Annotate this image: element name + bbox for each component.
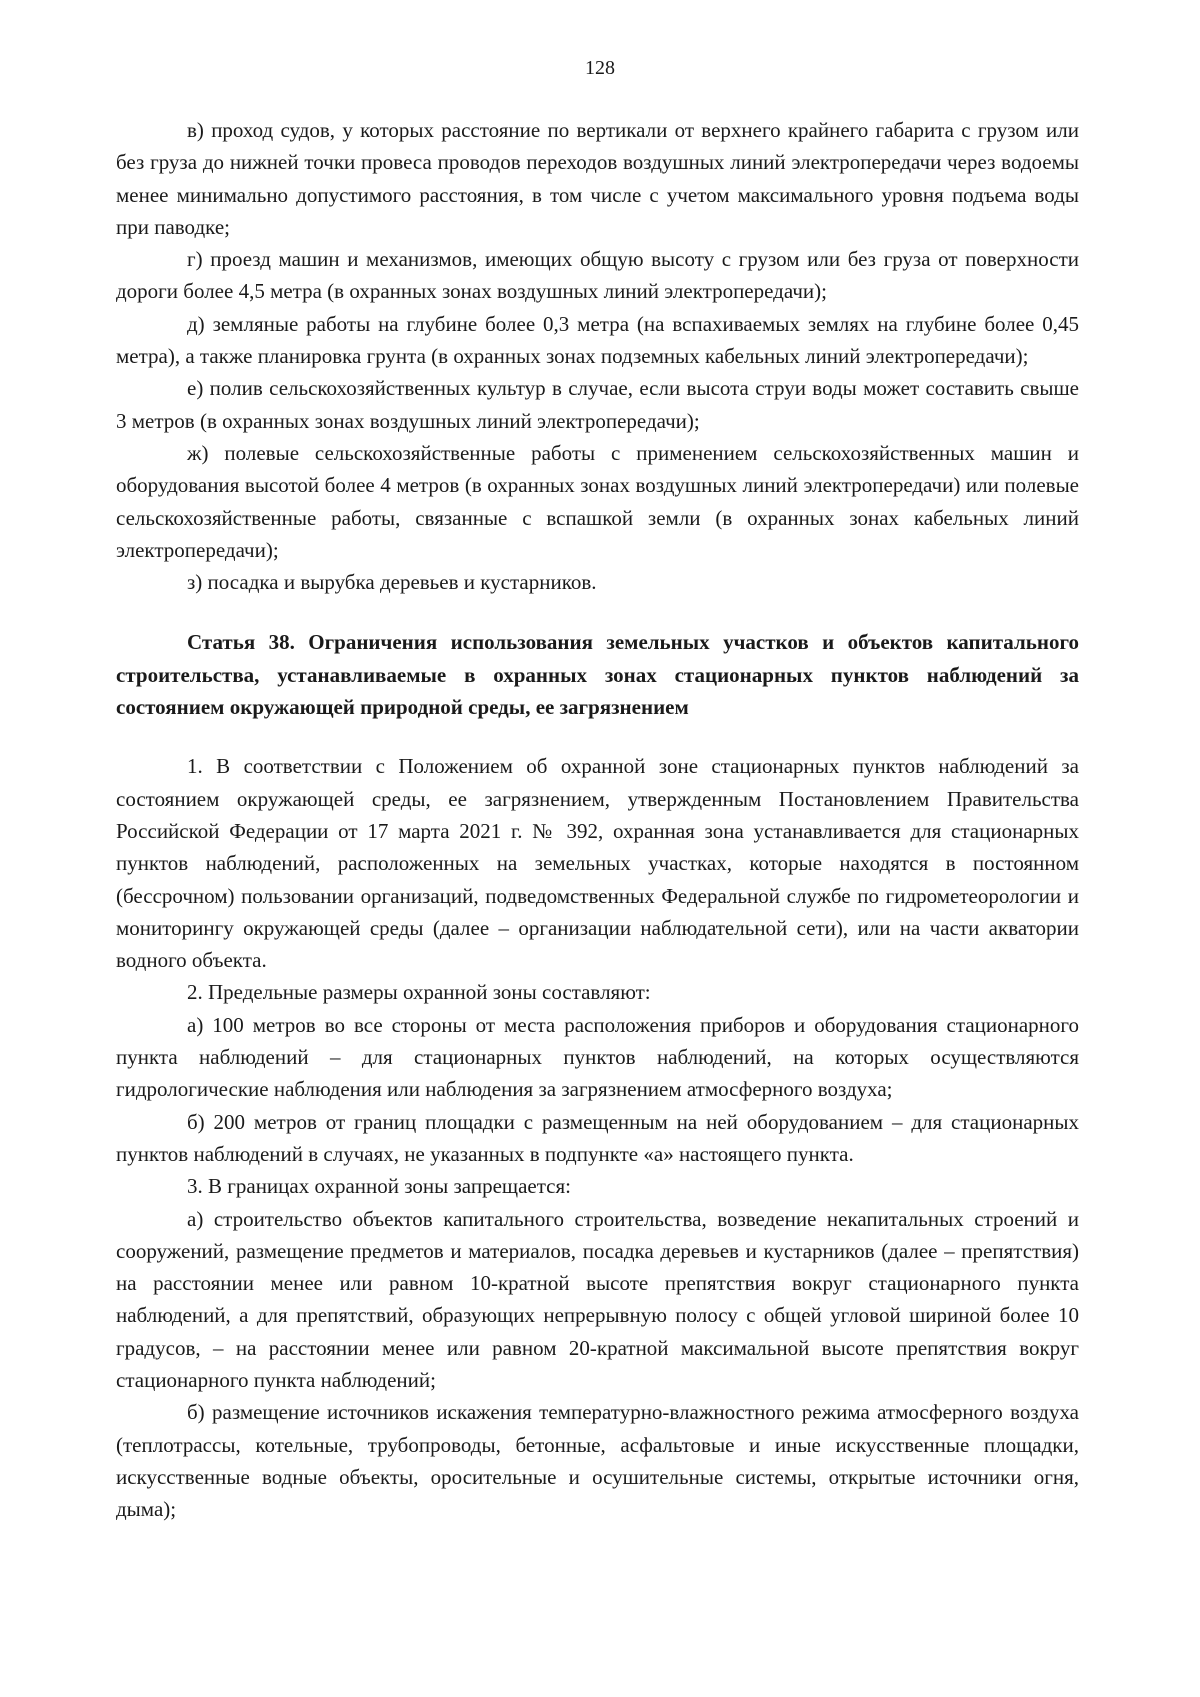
paragraph-clause-3b: б) размещение источников искажения температурно-влажностного режима атмосферного воздуха (теплотрассы, котельные, трубопроводы, бетонные, асфальтовые и иные искусственные площадки, искусственные водные объекты, оросительные и осушительные системы, открытые источники огня, дыма); (116, 1400, 1079, 1522)
paragraph-item-z: з) посадка и вырубка деревьев и кустарников. (187, 570, 597, 595)
page-number: 128 (585, 57, 615, 79)
paragraph-item-v: в) проход судов, у которых расстояние по вертикали от верхнего крайнего габарита с грузом или без груза до нижней точки провеса проводов переходов воздушных линий электропередачи через водоемы менее минимально допустимого расстояния, в том числе с учетом максимального уровня подъема воды при паводке; (116, 118, 1079, 239)
paragraph-clause-2a: а) 100 метров во все стороны от места расположения приборов и оборудования стационарного пункта наблюдений – для стационарных пунктов наблюдений, на которых осуществляются гидрологические наблюдения или наблюдения за загрязнением атмосферного воздуха; (116, 1012, 1079, 1102)
paragraph-item-e: е) полив сельскохозяйственных культур в случае, если высота струи воды может составить свыше 3 метров (в охранных зонах воздушных линий электропередачи); (116, 376, 1079, 433)
paragraph-item-d: д) земляные работы на глубине более 0,3 метра (на вспахиваемых землях на глубине более 0,45 метра), а также планировка грунта (в охранных зонах подземных кабельных линий электропередачи); (116, 311, 1079, 369)
article-title: Статья 38. Ограничения использования земельных участков и объектов капитального строительства, устанавливаемые в охранных зонах стационарных пунктов наблюдений за состоянием окружающей природной среды, ее загрязнением (116, 630, 1079, 720)
paragraph-clause-1: 1. В соответствии с Положением об охранной зоне стационарных пунктов наблюдений за состоянием окружающей среды, ее загрязнением, утвержденным Постановлением Правительства Российской Федерации от 17 марта 2021 г. № 392, охранная зона устанавливается для стационарных пунктов наблюдений, расположенных на земельных участках, которые находятся в постоянном (бессрочном) пользовании организаций, подведомственных Федеральной службе по гидрометеорологии и мониторингу окружающей среды (далее – организации наблюдательной сети), или на части акватории водного объекта. (116, 754, 1079, 973)
paragraph-clause-3a: а) строительство объектов капитального строительства, возведение некапитальных строений и сооружений, размещение предметов и материалов, посадка деревьев и кустарников (далее – препятствия) на расстоянии менее или равном 10-кратной высоте препятствия вокруг стационарного пункта наблюдений, а для препятствий, образующих непрерывную полосу с общей угловой шириной более 10 градусов, – на расстоянии менее или равном 20-кратной максимальной высоте препятствия вокруг стационарного пункта наблюдений; (116, 1206, 1079, 1392)
paragraph-item-zh: ж) полевые сельскохозяйственные работы с применением сельскохозяйственных машин и оборудования высотой более 4 метров (в охранных зонах воздушных линий электропередачи) или полевые сельскохозяйственные работы, связанные с вспашкой земли (в охранных зонах кабельных линий электропередачи); (116, 440, 1079, 562)
paragraph-item-g: г) проезд машин и механизмов, имеющих общую высоту с грузом или без груза от поверхности дороги более 4,5 метра (в охранных зонах воздушных линий электропередачи); (116, 247, 1079, 304)
paragraph-clause-2b: б) 200 метров от границ площадки с размещенным на ней оборудованием – для стационарных пунктов наблюдений в случаях, не указанных в подпункте «а» настоящего пункта. (116, 1109, 1079, 1166)
document-body (116, 114, 1079, 1525)
paragraph-clause-3: 3. В границах охранной зоны запрещается: (187, 1174, 571, 1199)
paragraph-clause-2: 2. Предельные размеры охранной зоны составляют: (187, 980, 651, 1005)
